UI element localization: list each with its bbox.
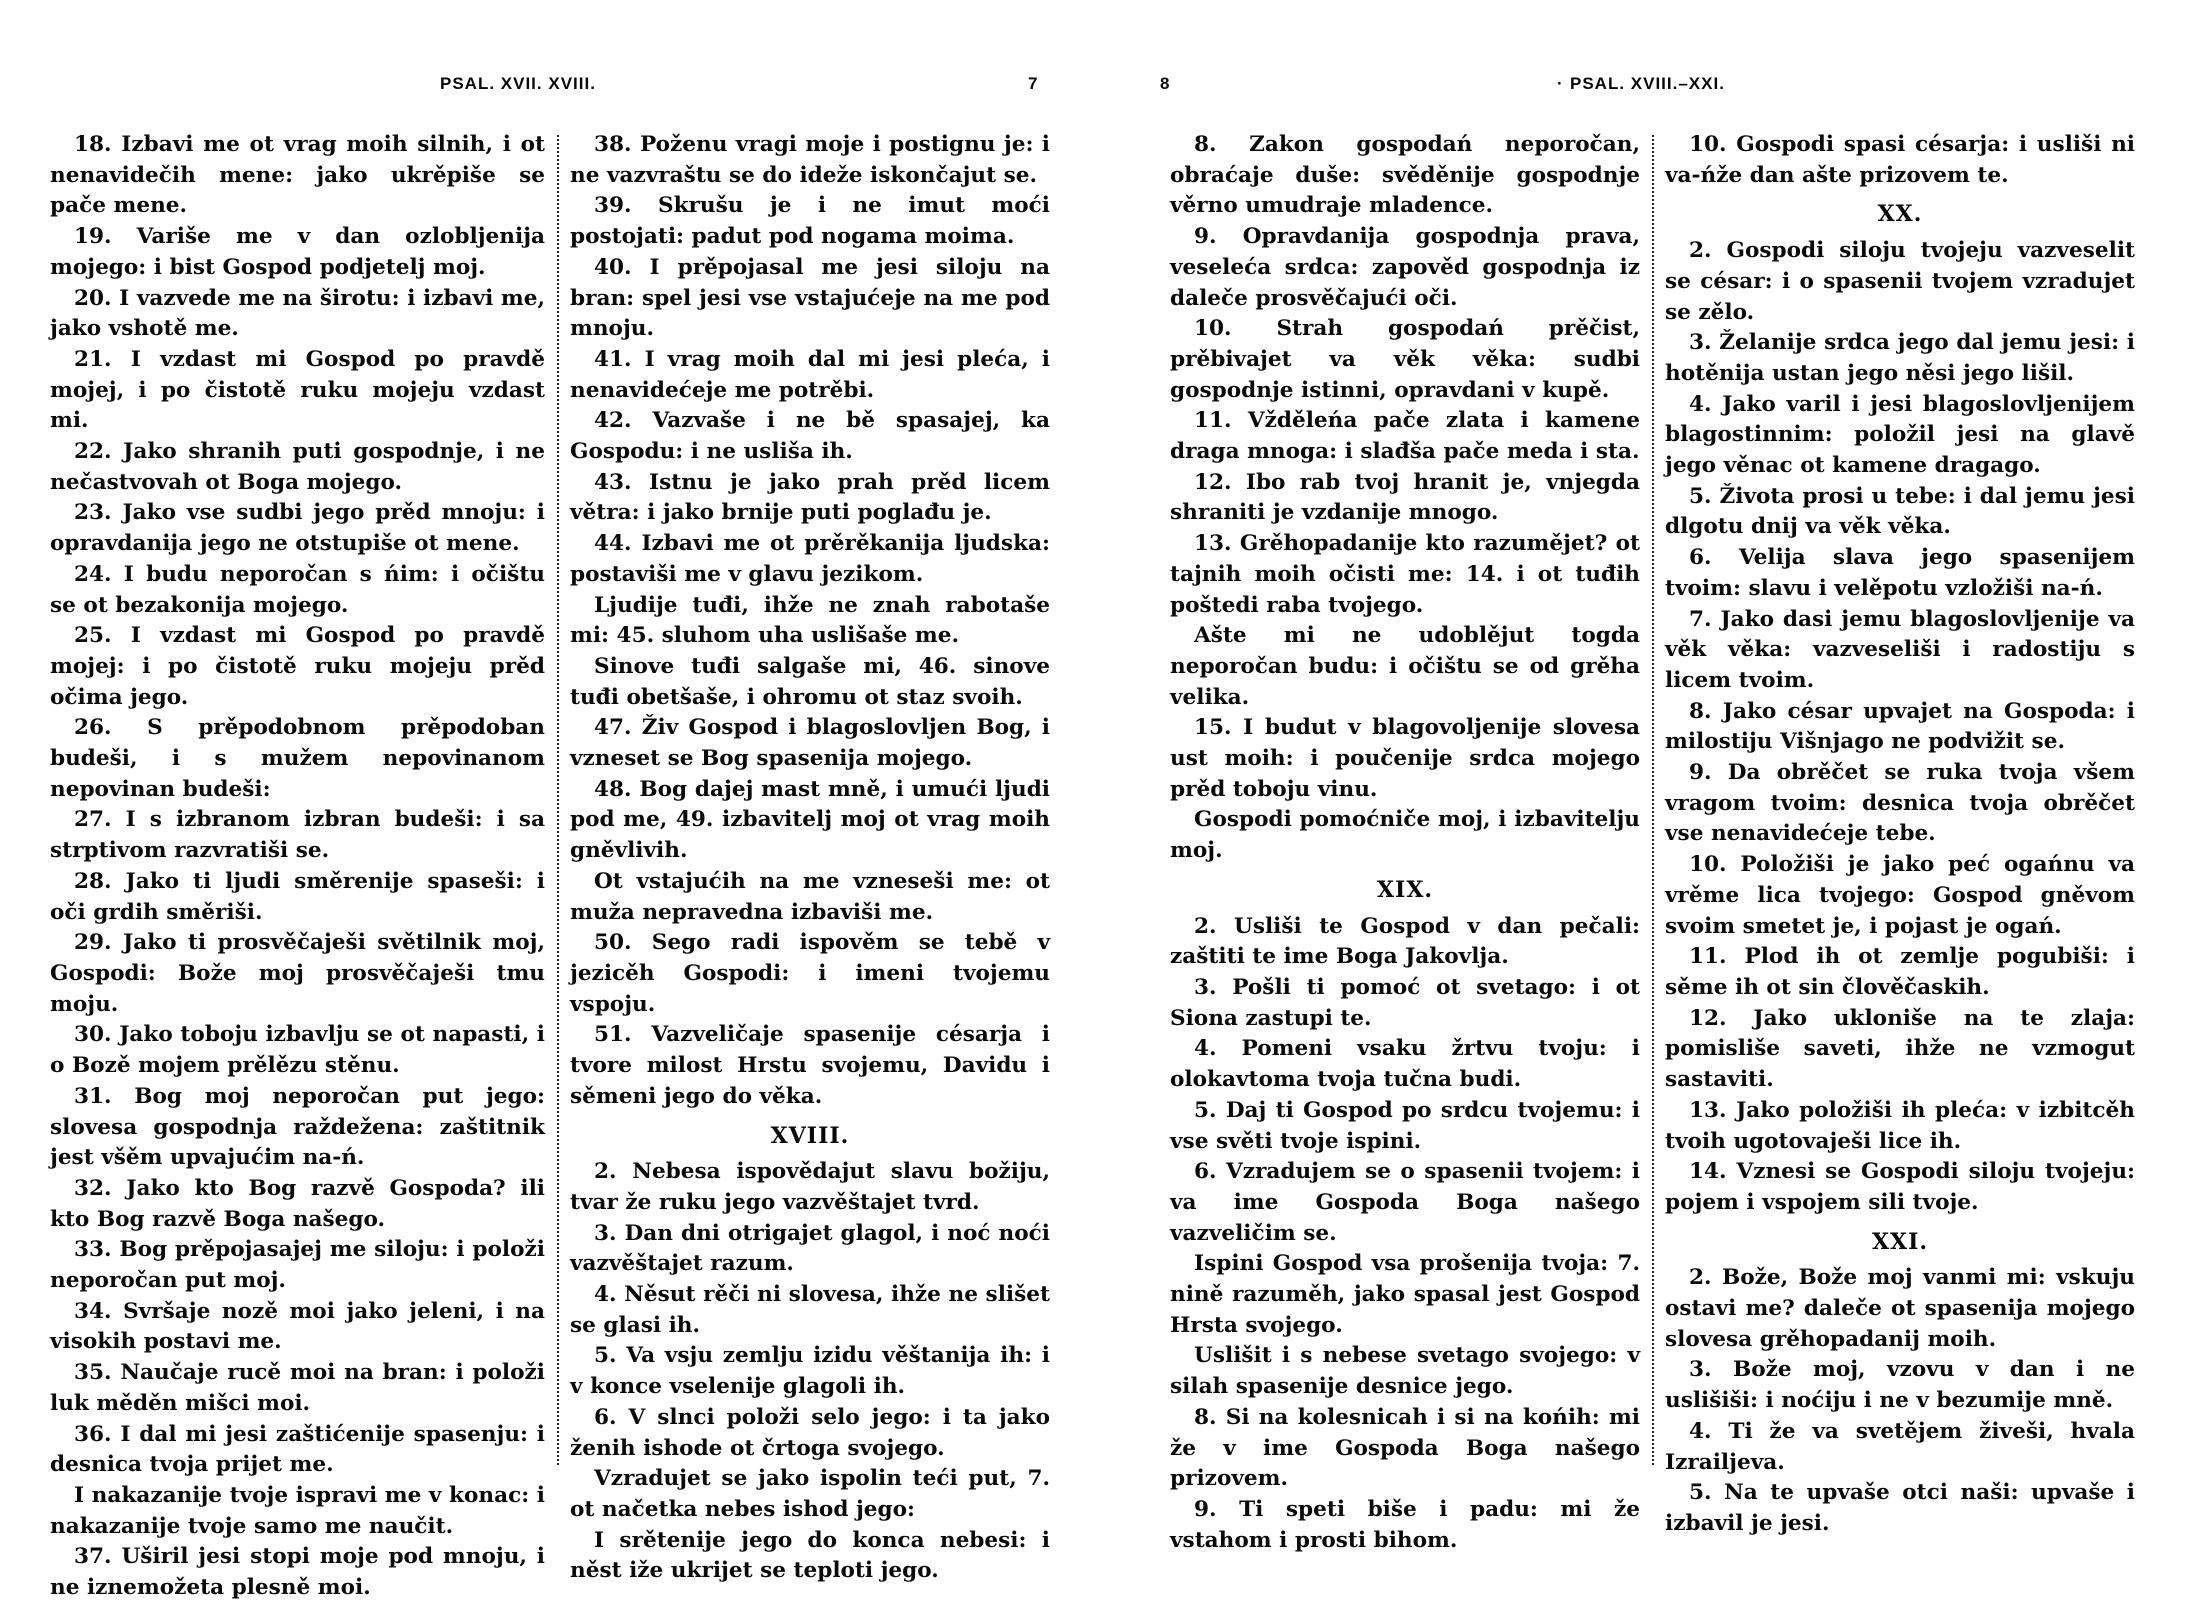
- verse-paragraph: 22. Jako shranih puti gospodnje, i ne nečastvovah ot Boga mojego.: [50, 439, 545, 495]
- verse-paragraph: 3. Dan dni otrigajet glagol, i noć noći vazvěštajet razum.: [570, 1220, 1050, 1277]
- verse-paragraph: 13. Jako položiši ih pleća: v izbitcěh tvoih ugotovaješi lice ih.: [1665, 1097, 2135, 1154]
- verse-paragraph: 40. I prěpojasal me jesi siloju na bran: spel jesi vse vstajućeje na me pod mnoju.: [570, 254, 1050, 342]
- verse-paragraph: 47. Živ Gospod i blagoslovljen Bog, i vzneset se Bog spasenija mojego.: [570, 715, 1050, 772]
- verse-paragraph: 23. Jako vse sudbi jego prěd mnoju: i opravdanija jego ne otstupiše ot mene.: [50, 500, 545, 557]
- verse-paragraph: 43. Istnu je jako prah prěd licem větra: i jako brnije puti poglađu je.: [570, 469, 1050, 526]
- verse-paragraph: 31. Bog moj neporočan put jego: slovesa gospodnja raždežena: zaštitnik jest všěm upvajućim na-ń.: [50, 1083, 545, 1171]
- verse-paragraph: 20. I vazvede me na širotu: i izbavi me, jako vshotě me.: [50, 285, 545, 342]
- verse-paragraph: Ispini Gospod vsa prošenija tvoja: 7. nině razuměh, jako spasal jest Gospod Hrsta svojego.: [1170, 1251, 1640, 1338]
- psalm-heading-xix: XIX.: [1376, 876, 1434, 903]
- verse-paragraph: 32. Jako kto Bog razvě Gospoda? ili kto Bog razvě Boga našego.: [50, 1175, 545, 1232]
- verse-paragraph: 41. I vrag moih dal mi jesi pleća, i nenavidećeje me potrěbi.: [570, 346, 1050, 403]
- right-col1-verses-after: [1170, 912, 1640, 1557]
- verse-paragraph: 18. Izbavi me ot vrag moih silnih, i ot nenavidečih mene: jako ukrěpiše se pače mene.: [50, 132, 545, 219]
- verse-paragraph: 30. Jako toboju izbavlju se ot napasti, i o Bozě mojem prělězu stěnu.: [50, 1022, 545, 1079]
- verse-paragraph: 9. Ti speti biše i padu: mi že vstahom i prosti bihom.: [1170, 1496, 1640, 1553]
- verse-paragraph: 48. Bog dajej mast mně, i umući ljudi pod me, 49. izbavitelj moj ot vrag moih gněvlivih.: [570, 776, 1050, 864]
- verse-paragraph: 28. Jako ti ljudi směrenije spaseši: i oči grdih směriši.: [50, 868, 545, 925]
- left-column-2: [570, 130, 1050, 1587]
- verse-paragraph: 2. Nebesa ispovědajut slavu božiju, tvar že ruku jego vazvěštajet tvrd.: [570, 1159, 1050, 1215]
- verse-paragraph: 44. Izbavi me ot prěrěkanija ljudska: postaviši me v glavu jezikom.: [570, 531, 1050, 587]
- left-col2-verses: [570, 130, 1050, 1113]
- verse-paragraph: 6. Vzradujem se o spasenii tvojem: i va ime Gospoda Boga našego vazveličim se.: [1170, 1159, 1640, 1246]
- psalm-heading-xxi: XXI.: [1871, 1228, 1929, 1255]
- verse-paragraph: 21. I vzdast mi Gospod po pravdě mojej, i po čistotě ruku mojeju vzdast mi.: [50, 346, 545, 434]
- verse-paragraph: 4. Pomeni vsaku žrtvu tvoju: i olokavtoma tvoja tučna budi.: [1170, 1036, 1640, 1093]
- right-column-2: [1665, 130, 2135, 1540]
- right-running-header: [1160, 62, 2150, 102]
- verse-paragraph: 5. Na te upvaše otci naši: upvaše i izbavil je jesi.: [1665, 1480, 2135, 1536]
- verse-paragraph: Sinove tuđi salgaše mi, 46. sinove tuđi obetšaše, i ohromu ot staz svoih.: [570, 653, 1050, 710]
- verse-paragraph: 3. Želanije srdca jego dal jemu jesi: i hotěnija ustan jego něsi jego lišil.: [1665, 330, 2135, 386]
- right-col2-verses-mid: [1665, 236, 2135, 1219]
- verse-paragraph: 34. Svršaje nozě moi jako jeleni, i na visokih postavi me.: [50, 1298, 545, 1355]
- verse-paragraph: 4. Jako varil i jesi blagoslovljenijem blagostinnim: položil jesi na glavě jego věnac ot kamene dragago.: [1665, 391, 2135, 479]
- psalm-heading-xviii: XVIII.: [770, 1122, 850, 1149]
- verse-paragraph: 12. Jako ukloniše na te zlaja: pomisliše saveti, ihže ne vzmogut sastaviti.: [1665, 1005, 2135, 1093]
- verse-paragraph: 39. Skrušu je i ne imut moći postojati: padut pod nogama moima.: [570, 193, 1050, 250]
- right-page: [1160, 0, 2150, 1553]
- verse-paragraph: I srětenije jego do konca nebesi: i něst iže ukrijet se teploti jego.: [570, 1527, 1050, 1584]
- verse-paragraph: 6. Velija slava jego spasenijem tvoim: slavu i velěpotu vzložiši na-ń.: [1665, 545, 2135, 601]
- verse-paragraph: 24. I budu neporočan s ńim: i očištu se ot bezakonija mojego.: [50, 561, 545, 618]
- left-page: [50, 0, 1070, 1601]
- verse-paragraph: 11. Vžděleńa pače zlata i kamene draga mnoga: i slađša pače meda i sta.: [1170, 408, 1640, 465]
- verse-paragraph: 3. Pošli ti pomoć ot svetago: i ot Siona zastupi te.: [1170, 974, 1640, 1031]
- left-column-divider: [557, 135, 559, 1465]
- right-col2-verses-after: [1665, 1263, 2135, 1539]
- verse-paragraph: Ljudije tuđi, ihže ne znah rabotaše mi: 45. sluhom uha uslišaše me.: [570, 592, 1050, 649]
- verse-paragraph: 5. Va vsju zemlju izidu věštanija ih: i v konce vselenije glagoli ih.: [570, 1343, 1050, 1400]
- psalm-heading-xx: XX.: [1877, 201, 1923, 228]
- verse-paragraph: 12. Ibo rab tvoj hranit je, vnjegda shraniti je vzdanije mnogo.: [1170, 469, 1640, 526]
- verse-paragraph: 29. Jako ti prosvěčaješi světilnik moj, Gospodi: Bože moj prosvěčaješi tmu moju.: [50, 930, 545, 1017]
- verse-paragraph: 7. Jako dasi jemu blagoslovljenije va věk věka: vazveseliši i radostiju s licem tvoim.: [1665, 606, 2135, 693]
- verse-paragraph: 9. Da obrěčet se ruka tvoja všem vragom tvoim: desnica tvoja obrěčet vse nenavidećeje tebe.: [1665, 760, 2135, 847]
- verse-paragraph: Gospodi pomoćniče moj, i izbavitelju moj.: [1170, 807, 1640, 864]
- left-col2-verses-after: [570, 1157, 1050, 1587]
- verse-paragraph: 9. Opravdanija gospodnja prava, veseleća srdca: zapověd gospodnja iz daleče prosvěčajući oči.: [1170, 224, 1640, 311]
- verse-paragraph: 33. Bog prěpojasajej me siloju: i položi neporočan put moj.: [50, 1237, 545, 1294]
- left-running-head: PSAL. XVII. XVIII.: [440, 74, 596, 93]
- verse-paragraph: 3. Bože moj, vzovu v dan i ne uslišiši: i noćiju i ne v bezumije mně.: [1665, 1357, 2135, 1414]
- verse-paragraph: 14. Vznesi se Gospodi siloju tvojeju: pojem i vspojem sili tvoje.: [1665, 1159, 2135, 1215]
- left-page-number: 7: [1028, 74, 1039, 93]
- verse-paragraph: 19. Variše me v dan ozlobljenija mojego: i bist Gospod podjetelj moj.: [50, 224, 545, 280]
- verse-paragraph: 6. V slnci položi selo jego: i ta jako ženih ishode ot črtoga svojego.: [570, 1404, 1050, 1461]
- verse-paragraph: 5. Života prosi u tebe: i dal jemu jesi dlgotu dnij va věk věka.: [1665, 483, 2135, 540]
- verse-paragraph: Ašte mi ne udoblějut togda neporočan budu: i očištu se od grěha velika.: [1170, 623, 1640, 710]
- verse-paragraph: 4. Ti že va svetějem živeši, hvala Izrailjeva.: [1665, 1418, 2135, 1475]
- verse-paragraph: 10. Gospodi spasi césarja: i usliši ni va-ńže dan ašte prizovem te.: [1665, 132, 2135, 188]
- right-column-1: [1170, 130, 1640, 1556]
- verse-paragraph: 5. Daj ti Gospod po srdcu tvojemu: i vse světi tvoje ispini.: [1170, 1097, 1640, 1154]
- verse-paragraph: 51. Vazveličaje spasenije césarja i tvore milost Hrstu svojemu, Davidu i sěmeni jego do věka.: [570, 1022, 1050, 1109]
- verse-paragraph: 15. I budut v blagovoljenije slovesa ust moih: i poučenije srdca mojego prěd toboju vinu.: [1170, 715, 1640, 802]
- right-page-number: 8: [1160, 74, 1171, 93]
- verse-paragraph: Ot vstajućih na me vzneseši me: ot muža nepravedna izbaviši me.: [570, 868, 1050, 925]
- verse-paragraph: 27. I s izbranom izbran budeši: i sa strptivom razvratiši se.: [50, 807, 545, 864]
- right-column-divider: [1652, 135, 1654, 1465]
- left-running-header: [50, 62, 1070, 102]
- verse-paragraph: Uslišit i s nebese svetago svojego: v silah spasenije desnice jego.: [1170, 1343, 1640, 1400]
- verse-paragraph: 2. Usliši te Gospod v dan pečali: zaštiti te ime Boga Jakovlja.: [1170, 913, 1640, 970]
- verse-paragraph: 4. Něsut rěči ni slovesa, ihže ne slišet se glasi ih.: [570, 1282, 1050, 1338]
- verse-paragraph: 2. Gospodi siloju tvojeju vazveselit se césar: i o spasenii tvojem vzradujet se zělo.: [1665, 238, 2135, 325]
- right-col2-verses: [1665, 130, 2135, 191]
- verse-paragraph: 10. Strah gospodań prěčist, prěbivajet va věk věka: sudbi gospodnje istinni, opravdani v kupě.: [1170, 316, 1640, 403]
- verse-paragraph: 36. I dal mi jesi zaštićenije spasenju: i desnica tvoja prijet me.: [50, 1421, 545, 1478]
- verse-paragraph: 35. Naučaje rucě moi na bran: i položi luk měděn mišci moi.: [50, 1360, 545, 1416]
- verse-paragraph: 8. Si na kolesnicah i si na końih: mi že v ime Gospoda Boga našego prizovem.: [1170, 1404, 1640, 1492]
- verse-paragraph: Vzradujet se jako ispolin teći put, 7. ot načetka nebes ishod jego:: [570, 1466, 1050, 1522]
- verse-paragraph: I nakazanije tvoje ispravi me v konac: i nakazanije tvoje samo me naučit.: [50, 1482, 545, 1539]
- verse-paragraph: 11. Plod ih ot zemlje pogubiši: i sěme ih ot sin člověčaskih.: [1665, 944, 2135, 1000]
- verse-paragraph: 13. Grěhopadanije kto razumějet? ot tajnih moih očisti me: 14. i ot tuđih poštedi raba tvojego.: [1170, 531, 1640, 618]
- verse-paragraph: 42. Vazvaše i ne bě spasajej, ka Gospodu: i ne usliša ih.: [570, 408, 1050, 465]
- verse-paragraph: 10. Položiši je jako peć ogańnu va vrěme lica tvojego: Gospod gněvom svoim smetet je, i pojast je ogań.: [1665, 852, 2135, 939]
- verse-paragraph: 26. S prěpodobnom prěpodoban budeši, i s mužem nepovinanom nepovinan budeši:: [50, 715, 545, 802]
- verse-paragraph: 50. Sego radi ispověm se tebě v jezicěh Gospodi: i imeni tvojemu vspoju.: [570, 930, 1050, 1017]
- verse-paragraph: 8. Jako césar upvajet na Gospoda: i milostiju Višnjago ne podvižit se.: [1665, 698, 2135, 755]
- right-running-dot: ·: [1557, 74, 1564, 93]
- verse-paragraph: 8. Zakon gospodań neporočan, obraćaje duše: svěděnije gospodnje věrno umudraje mladence.: [1170, 132, 1640, 219]
- verse-paragraph: 38. Poženu vragi moje i postignu je: i ne vazvraštu se do ideže iskončajut se.: [570, 132, 1050, 188]
- verse-paragraph: 2. Bože, Bože moj vanmi mi: vskuju ostavi me? daleče ot spasenija mojego slovesa grěhopadanij moih.: [1665, 1265, 2135, 1352]
- verse-paragraph: 37. Uširil jesi stopi moje pod mnoju, i ne iznemožeta plesně moi.: [50, 1544, 545, 1601]
- left-column-1: [50, 130, 545, 1604]
- right-running-head: PSAL. XVIII.–XXI.: [1570, 74, 1725, 93]
- right-col1-verses: [1170, 130, 1640, 867]
- verse-paragraph: 25. I vzdast mi Gospod po pravdě mojej: i po čistotě ruku mojeju prěd očima jego.: [50, 623, 545, 710]
